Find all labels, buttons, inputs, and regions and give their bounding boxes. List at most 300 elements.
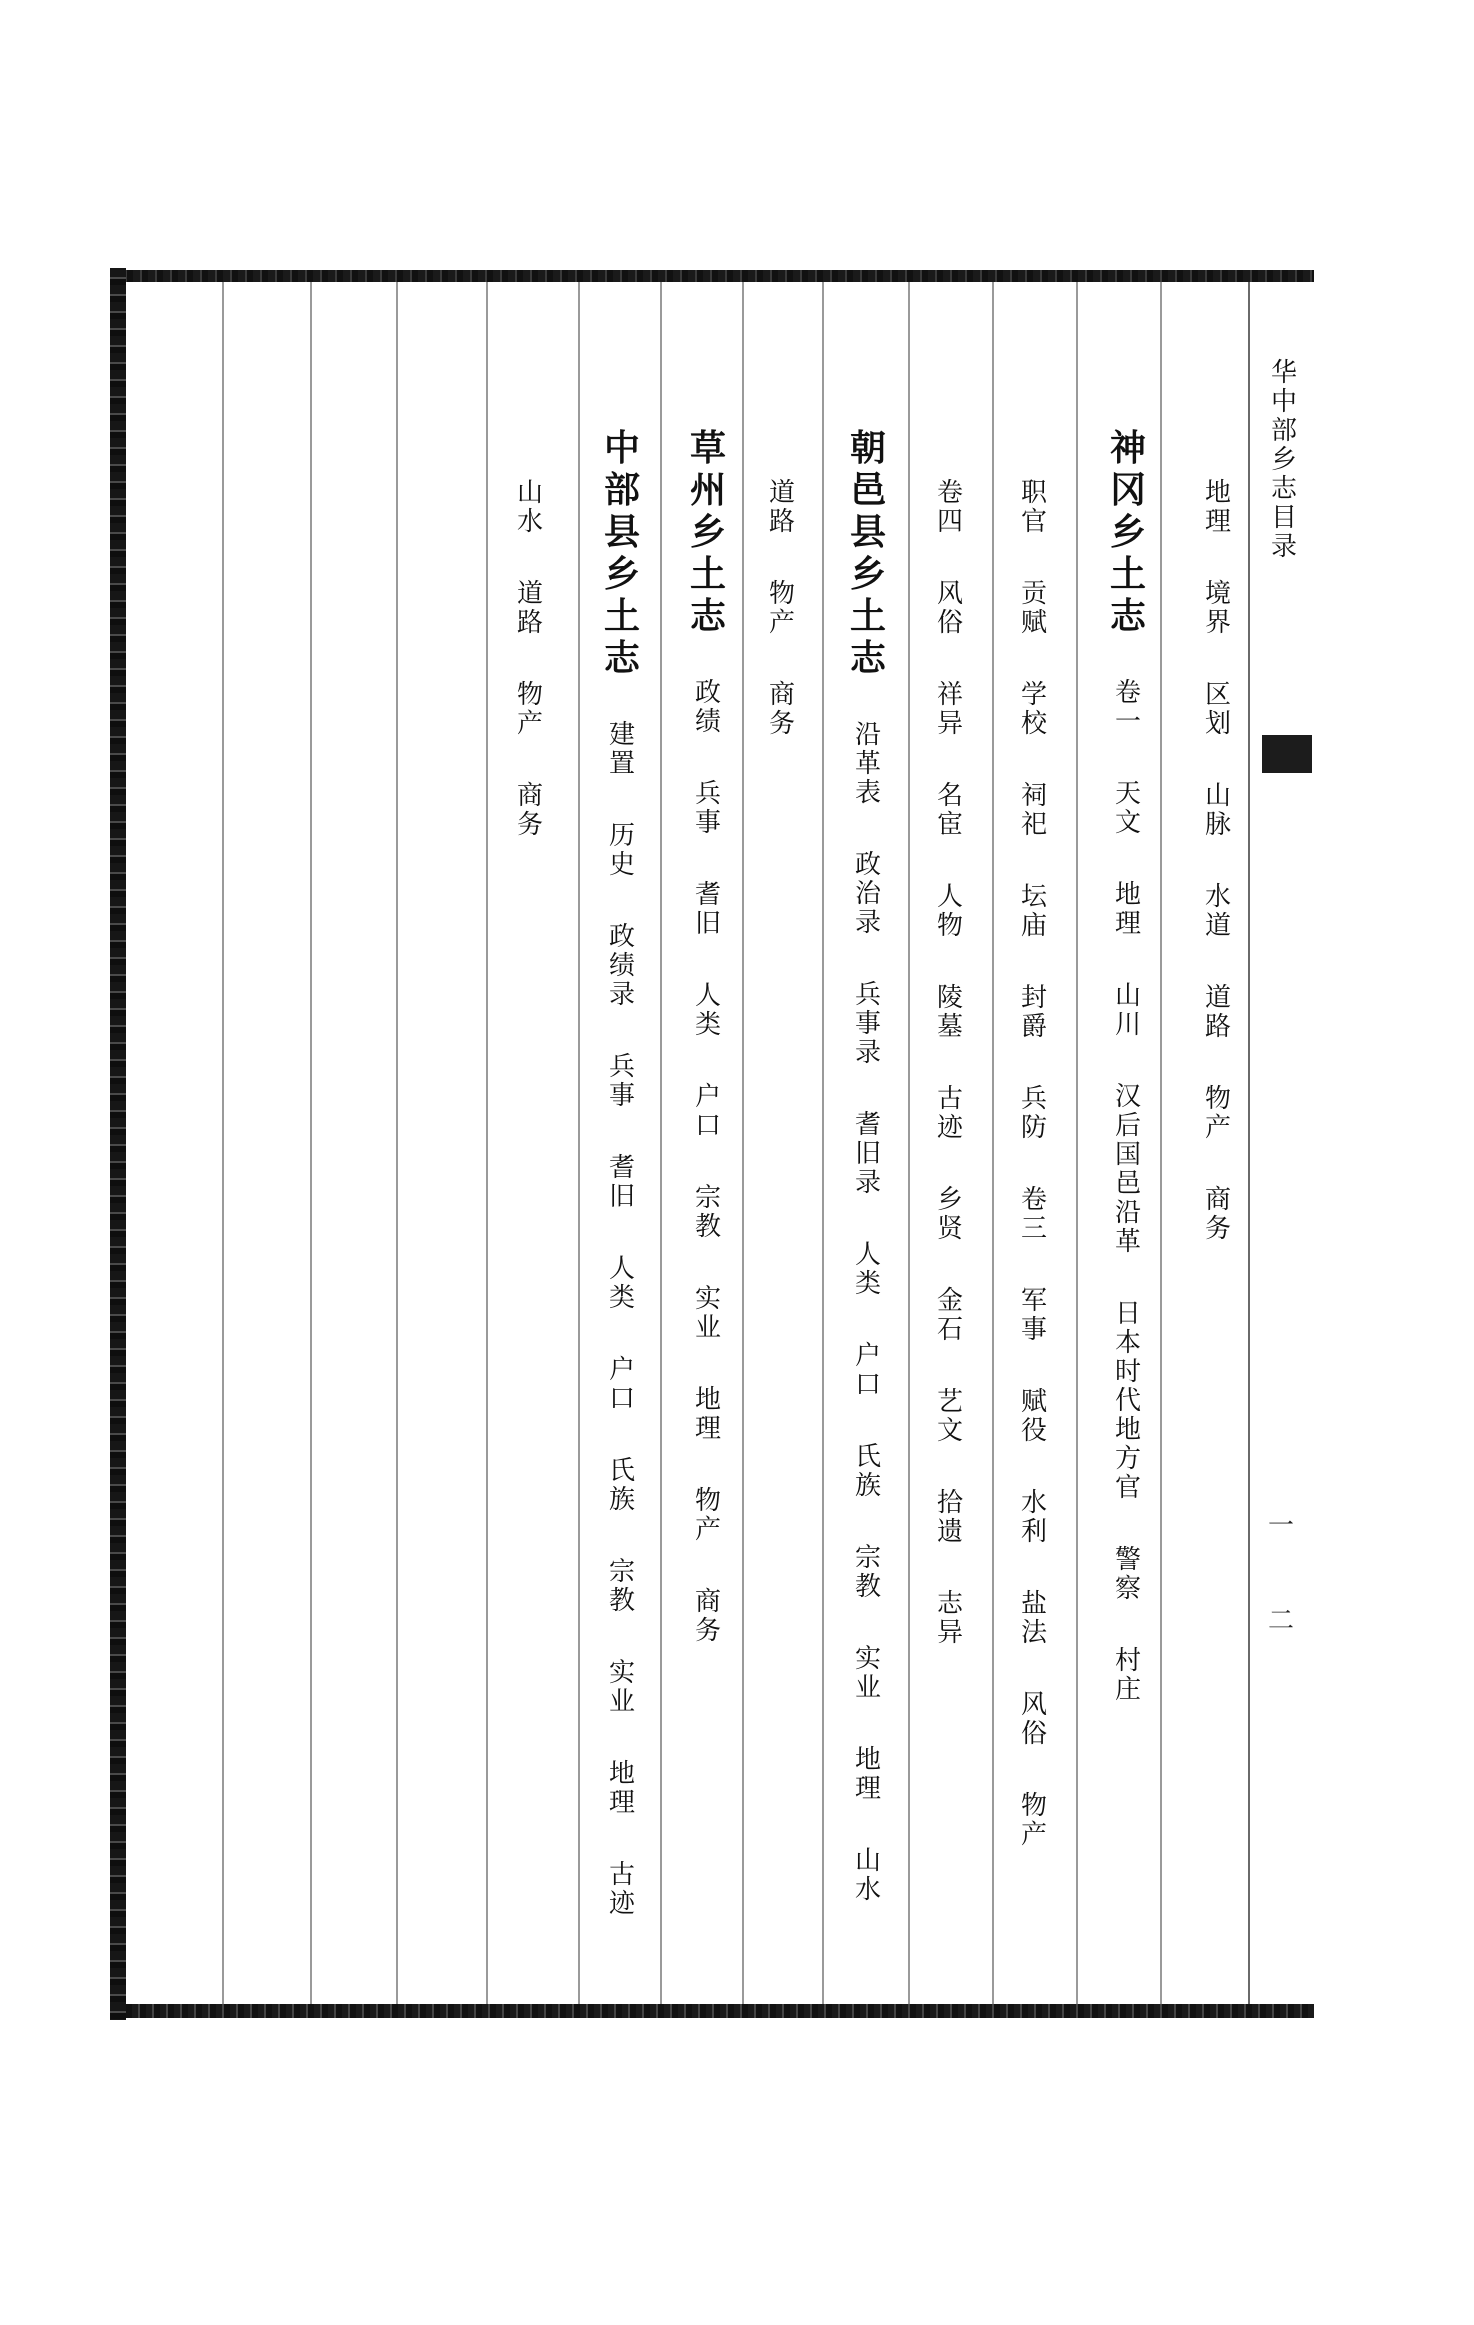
glyph: 役 — [1020, 1416, 1047, 1446]
glyph: 教 — [854, 1572, 881, 1602]
glyph: 宗 — [608, 1557, 635, 1587]
toc-column-9 — [508, 480, 552, 884]
column-rule — [222, 282, 224, 2004]
glyph: 州 — [689, 469, 726, 511]
section-title-glyphs — [603, 427, 640, 679]
glyph: 宗 — [694, 1183, 721, 1213]
glyph: 祥 — [936, 680, 963, 710]
glyph: 汉 — [1114, 1082, 1141, 1112]
toc-item — [1205, 682, 1231, 737]
glyph: 日 — [1114, 1299, 1141, 1329]
toc-item — [1021, 1288, 1047, 1343]
glyph: 耆 — [694, 880, 721, 910]
toc-item — [517, 480, 543, 535]
column-rule — [908, 282, 910, 2004]
glyph: 商 — [1204, 1185, 1231, 1215]
toc-items — [695, 680, 721, 1690]
glyph: 中 — [603, 427, 640, 469]
page-side-mark: 一 — [1268, 1511, 1295, 1541]
toc-item — [769, 682, 795, 737]
glyph: 旧 — [608, 1182, 635, 1212]
toc-item — [1021, 581, 1047, 636]
toc-item — [1021, 1591, 1047, 1646]
glyph: 兵 — [1020, 1084, 1047, 1114]
glyph: 人 — [854, 1240, 881, 1270]
glyph: 地 — [1114, 880, 1141, 910]
glyph: 录 — [854, 1038, 881, 1068]
glyph: 盐 — [1020, 1589, 1047, 1619]
glyph: 乡 — [689, 511, 726, 553]
glyph: 商 — [694, 1587, 721, 1617]
glyph: 邑 — [849, 469, 886, 511]
toc-item — [855, 1747, 881, 1802]
section-title-glyphs — [689, 427, 726, 637]
glyph: 防 — [1020, 1113, 1047, 1143]
glyph: 产 — [1020, 1820, 1047, 1850]
toc-item — [517, 682, 543, 737]
toc-column-8 — [590, 427, 654, 1963]
glyph: 赋 — [1020, 1387, 1047, 1417]
glyph: 事 — [1020, 1315, 1047, 1345]
toc-item — [1115, 983, 1141, 1038]
glyph: 宦 — [936, 810, 963, 840]
glyph: 实 — [694, 1284, 721, 1314]
glyph: 户 — [854, 1341, 881, 1371]
toc-item — [1115, 680, 1141, 735]
glyph: 川 — [1114, 1010, 1141, 1040]
glyph: 脉 — [1204, 810, 1231, 840]
glyph: 氏 — [608, 1456, 635, 1486]
glyph: 人 — [936, 882, 963, 912]
glyph: 革 — [854, 749, 881, 779]
toc-item — [937, 1288, 963, 1343]
toc-item — [1115, 882, 1141, 937]
glyph: 录 — [854, 908, 881, 938]
toc-item — [695, 1387, 721, 1442]
glyph: 山 — [1114, 981, 1141, 1011]
glyph: 庄 — [1114, 1675, 1141, 1705]
toc-item — [609, 823, 635, 878]
glyph: 旧 — [694, 909, 721, 939]
glyph: 封 — [1020, 983, 1047, 1013]
glyph: 山 — [854, 1846, 881, 1876]
glyph: 卷 — [936, 478, 963, 508]
glyph: 风 — [1020, 1690, 1047, 1720]
toc-item — [695, 983, 721, 1038]
glyph: 理 — [608, 1788, 635, 1818]
toc-item — [695, 1185, 721, 1240]
glyph: 路 — [1204, 1012, 1231, 1042]
glyph: 务 — [1204, 1214, 1231, 1244]
toc-item — [695, 680, 721, 735]
glyph: 兵 — [694, 779, 721, 809]
toc-item — [937, 581, 963, 636]
toc-item — [1205, 1086, 1231, 1141]
glyph: 口 — [694, 1111, 721, 1141]
section-title — [849, 427, 886, 722]
toc-column-2 — [1096, 427, 1160, 1749]
toc-item — [855, 852, 881, 936]
toc-items — [1115, 680, 1141, 1749]
glyph: 类 — [694, 1010, 721, 1040]
toc-item — [937, 884, 963, 939]
glyph: 方 — [1114, 1444, 1141, 1474]
glyph: 口 — [854, 1370, 881, 1400]
toc-items — [855, 722, 881, 1949]
toc-item — [1115, 1547, 1141, 1602]
glyph: 建 — [608, 720, 635, 750]
glyph: 金 — [936, 1286, 963, 1316]
toc-item — [1021, 783, 1047, 838]
glyph: 物 — [516, 680, 543, 710]
glyph: 历 — [608, 821, 635, 851]
glyph: 祠 — [1020, 781, 1047, 811]
glyph: 贤 — [936, 1214, 963, 1244]
glyph: 法 — [1020, 1618, 1047, 1648]
toc-item — [769, 480, 795, 535]
toc-item — [1205, 783, 1231, 838]
glyph: 绩 — [608, 951, 635, 981]
glyph: 神 — [1109, 427, 1146, 469]
column-rule — [1248, 282, 1250, 2004]
glyph: 警 — [1114, 1545, 1141, 1575]
glyph: 族 — [608, 1485, 635, 1515]
glyph: 时 — [1114, 1357, 1141, 1387]
glyph: 划 — [1204, 709, 1231, 739]
running-title-text — [1271, 360, 1297, 606]
glyph: 事 — [854, 1009, 881, 1039]
glyph: 务 — [516, 810, 543, 840]
toc-item — [1115, 1301, 1141, 1501]
toc-item — [517, 783, 543, 838]
glyph: 乡 — [849, 553, 886, 595]
glyph: 志 — [1109, 595, 1146, 637]
glyph: 异 — [936, 709, 963, 739]
toc-item — [695, 882, 721, 937]
glyph: 乡 — [1270, 445, 1297, 475]
toc-item — [855, 1242, 881, 1297]
glyph: 教 — [608, 1586, 635, 1616]
toc-item — [1021, 682, 1047, 737]
toc-item — [609, 1660, 635, 1715]
glyph: 实 — [854, 1644, 881, 1674]
glyph: 职 — [1020, 478, 1047, 508]
toc-item — [937, 480, 963, 535]
glyph: 陵 — [936, 983, 963, 1013]
toc-items — [1205, 480, 1231, 1288]
glyph: 校 — [1020, 709, 1047, 739]
glyph: 庙 — [1020, 911, 1047, 941]
toc-item — [1205, 884, 1231, 939]
glyph: 水 — [516, 507, 543, 537]
toc-item — [1021, 1389, 1047, 1444]
glyph: 路 — [768, 507, 795, 537]
glyph: 政 — [694, 678, 721, 708]
section-title-glyphs — [849, 427, 886, 679]
glyph: 学 — [1020, 680, 1047, 710]
toc-item — [855, 722, 881, 806]
glyph: 务 — [768, 709, 795, 739]
glyph: 产 — [694, 1515, 721, 1545]
toc-item — [609, 1155, 635, 1210]
toc-item — [695, 1589, 721, 1644]
glyph: 宗 — [854, 1543, 881, 1573]
glyph: 界 — [1204, 608, 1231, 638]
glyph: 志 — [1270, 474, 1297, 504]
glyph: 俗 — [1020, 1719, 1047, 1749]
toc-column-5 — [836, 427, 900, 1949]
glyph: 耆 — [854, 1110, 881, 1140]
glyph: 道 — [768, 478, 795, 508]
glyph: 路 — [516, 608, 543, 638]
glyph: 绩 — [694, 707, 721, 737]
toc-item — [1205, 1187, 1231, 1242]
glyph: 地 — [1114, 1415, 1141, 1445]
toc-item — [937, 682, 963, 737]
toc-items — [1021, 480, 1047, 1894]
toc-item — [609, 1054, 635, 1109]
glyph: 古 — [936, 1084, 963, 1114]
glyph: 商 — [768, 680, 795, 710]
glyph: 理 — [1204, 507, 1231, 537]
glyph: 业 — [854, 1673, 881, 1703]
glyph: 兵 — [854, 980, 881, 1010]
glyph: 事 — [694, 808, 721, 838]
glyph: 教 — [694, 1212, 721, 1242]
glyph: 耆 — [608, 1153, 635, 1183]
glyph: 迹 — [608, 1889, 635, 1919]
column-rule — [1160, 282, 1162, 2004]
glyph: 商 — [516, 781, 543, 811]
toc-item — [1021, 1187, 1047, 1242]
column-rule — [396, 282, 398, 2004]
glyph: 业 — [694, 1313, 721, 1343]
toc-item — [609, 722, 635, 777]
glyph: 口 — [608, 1384, 635, 1414]
glyph: 本 — [1114, 1328, 1141, 1358]
glyph: 户 — [608, 1355, 635, 1385]
glyph: 理 — [694, 1414, 721, 1444]
toc-item — [937, 1187, 963, 1242]
toc-item — [695, 1286, 721, 1341]
glyph: 邑 — [1114, 1169, 1141, 1199]
glyph: 县 — [603, 511, 640, 553]
glyph: 土 — [849, 595, 886, 637]
glyph: 物 — [1020, 1791, 1047, 1821]
glyph: 地 — [608, 1759, 635, 1789]
column-rule — [578, 282, 580, 2004]
glyph: 代 — [1114, 1386, 1141, 1416]
glyph: 中 — [1270, 387, 1297, 417]
glyph: 艺 — [936, 1387, 963, 1417]
toc-item — [937, 1490, 963, 1545]
toc-item — [937, 985, 963, 1040]
glyph: 俗 — [936, 608, 963, 638]
glyph: 墓 — [936, 1012, 963, 1042]
toc-item — [855, 1848, 881, 1903]
toc-item — [855, 1545, 881, 1600]
section-title — [1109, 427, 1146, 680]
toc-items — [517, 480, 543, 884]
toc-item — [1021, 1490, 1047, 1545]
glyph: 冈 — [1109, 469, 1146, 511]
toc-item — [937, 1389, 963, 1444]
glyph: 察 — [1114, 1574, 1141, 1604]
glyph: 族 — [854, 1471, 881, 1501]
toc-item — [609, 1559, 635, 1614]
glyph: 物 — [694, 1486, 721, 1516]
toc-item — [855, 982, 881, 1066]
glyph: 国 — [1114, 1140, 1141, 1170]
glyph: 道 — [1204, 911, 1231, 941]
toc-item — [1205, 581, 1231, 636]
glyph: 草 — [689, 427, 726, 469]
column-rule — [742, 282, 744, 2004]
glyph: 业 — [608, 1687, 635, 1717]
glyph: 官 — [1020, 507, 1047, 537]
glyph: 目 — [1270, 503, 1297, 533]
column-rule — [822, 282, 824, 2004]
glyph: 志 — [689, 595, 726, 637]
toc-item — [517, 581, 543, 636]
toc-item — [695, 1488, 721, 1543]
glyph: 志 — [603, 637, 640, 679]
running-title-glyphs — [1271, 360, 1297, 560]
glyph: 政 — [854, 850, 881, 880]
glyph: 物 — [1204, 1084, 1231, 1114]
section-title-glyphs — [1109, 427, 1146, 637]
toc-item — [1021, 1793, 1047, 1848]
glyph: 赋 — [1020, 608, 1047, 638]
glyph: 人 — [608, 1254, 635, 1284]
frame-top-border — [118, 270, 1314, 282]
glyph: 四 — [936, 507, 963, 537]
toc-item — [769, 581, 795, 636]
glyph: 道 — [1204, 983, 1231, 1013]
glyph: 区 — [1204, 680, 1231, 710]
glyph: 水 — [1020, 1488, 1047, 1518]
glyph: 坛 — [1020, 882, 1047, 912]
glyph: 产 — [516, 709, 543, 739]
glyph: 古 — [608, 1860, 635, 1890]
glyph: 乡 — [936, 1185, 963, 1215]
glyph: 物 — [936, 911, 963, 941]
glyph: 事 — [608, 1081, 635, 1111]
glyph: 部 — [1270, 416, 1297, 446]
section-title — [689, 427, 726, 680]
toc-item — [695, 1084, 721, 1139]
glyph: 后 — [1114, 1111, 1141, 1141]
glyph: 表 — [854, 778, 881, 808]
glyph: 一 — [1114, 707, 1141, 737]
toc-item — [1021, 1086, 1047, 1141]
toc-item — [609, 924, 635, 1008]
glyph: 沿 — [1114, 1198, 1141, 1228]
glyph: 名 — [936, 781, 963, 811]
toc-column-6 — [760, 480, 804, 783]
section-title — [603, 427, 640, 722]
glyph: 实 — [608, 1658, 635, 1688]
toc-item — [609, 1357, 635, 1412]
glyph: 人 — [694, 981, 721, 1011]
glyph: 置 — [608, 749, 635, 779]
glyph: 三 — [1020, 1214, 1047, 1244]
glyph: 地 — [854, 1745, 881, 1775]
toc-item — [1021, 480, 1047, 535]
toc-item — [855, 1343, 881, 1398]
glyph: 文 — [936, 1416, 963, 1446]
glyph: 史 — [608, 850, 635, 880]
glyph: 朝 — [849, 427, 886, 469]
toc-items — [937, 480, 963, 1692]
glyph: 录 — [854, 1168, 881, 1198]
glyph: 乡 — [603, 553, 640, 595]
toc-item — [1021, 1692, 1047, 1747]
glyph: 水 — [1204, 882, 1231, 912]
glyph: 水 — [854, 1875, 881, 1905]
toc-item — [1115, 781, 1141, 836]
glyph: 理 — [854, 1774, 881, 1804]
glyph: 军 — [1020, 1286, 1047, 1316]
toc-item — [1021, 884, 1047, 939]
glyph: 产 — [768, 608, 795, 638]
toc-item — [1021, 985, 1047, 1040]
glyph: 爵 — [1020, 1012, 1047, 1042]
column-rule — [992, 282, 994, 2004]
glyph: 华 — [1270, 358, 1297, 388]
running-title — [1262, 360, 1306, 606]
glyph: 兵 — [608, 1052, 635, 1082]
toc-item — [609, 1862, 635, 1917]
frame-bottom-border — [118, 2004, 1314, 2018]
toc-item — [937, 783, 963, 838]
page-side-mark: 二 — [1268, 1606, 1295, 1636]
toc-item — [609, 1761, 635, 1816]
glyph: 贡 — [1020, 579, 1047, 609]
glyph: 县 — [849, 511, 886, 553]
glyph: 山 — [1204, 781, 1231, 811]
glyph: 祀 — [1020, 810, 1047, 840]
toc-column-1 — [1196, 480, 1240, 1288]
glyph: 革 — [1114, 1227, 1141, 1257]
glyph: 志 — [936, 1589, 963, 1619]
glyph: 户 — [694, 1082, 721, 1112]
glyph: 卷 — [1020, 1185, 1047, 1215]
glyph: 录 — [1270, 532, 1297, 562]
glyph: 土 — [689, 553, 726, 595]
glyph: 地 — [1204, 478, 1231, 508]
toc-item — [937, 1591, 963, 1646]
toc-item — [855, 1444, 881, 1499]
glyph: 村 — [1114, 1646, 1141, 1676]
column-rule — [486, 282, 488, 2004]
toc-column-7 — [676, 427, 740, 1690]
glyph: 拾 — [936, 1488, 963, 1518]
glyph: 异 — [936, 1618, 963, 1648]
glyph: 部 — [603, 469, 640, 511]
glyph: 天 — [1114, 779, 1141, 809]
glyph: 类 — [854, 1269, 881, 1299]
toc-item — [609, 1458, 635, 1513]
glyph: 沿 — [854, 720, 881, 750]
glyph: 氏 — [854, 1442, 881, 1472]
toc-item — [937, 1086, 963, 1141]
toc-item — [1205, 985, 1231, 1040]
frame-left-border — [110, 268, 126, 2020]
column-rule — [1076, 282, 1078, 2004]
fore-edge-tab — [1262, 735, 1312, 773]
glyph: 地 — [694, 1385, 721, 1415]
